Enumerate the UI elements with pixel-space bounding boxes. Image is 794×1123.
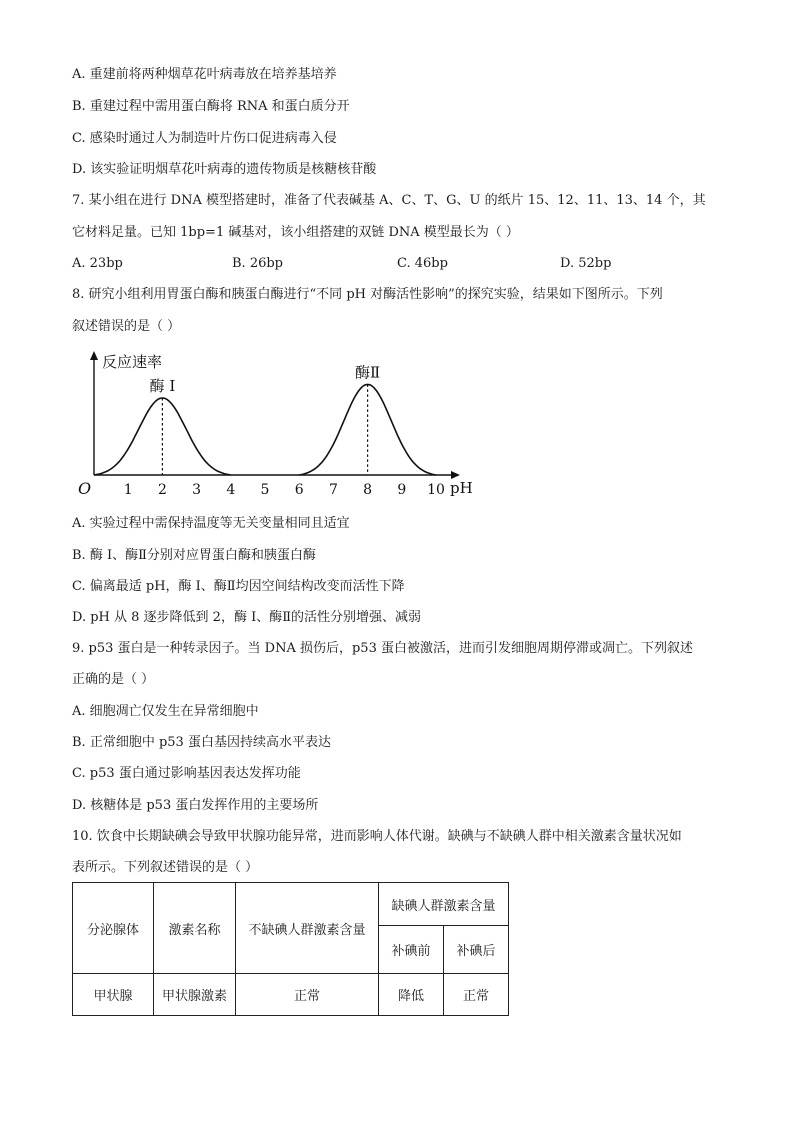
x-tick-label: 4 bbox=[226, 482, 236, 498]
q7-option-b: B. 26bp bbox=[232, 256, 284, 271]
q9-option-d: D. 核糖体是 p53 蛋白发挥作用的主要场所 bbox=[72, 798, 319, 813]
q8-option-b: B. 酶 I、酶Ⅱ分别对应胃蛋白酶和胰蛋白酶 bbox=[72, 548, 316, 563]
q8-stem-line1: 8. 研究小组利用胃蛋白酶和胰蛋白酶进行“不同 pH 对酶活性影响”的探究实验，结果如下图所示。下列 bbox=[72, 287, 663, 302]
x-tick-label: 5 bbox=[260, 482, 270, 498]
q8-option-d: D. pH 从 8 逐步降低到 2，酶 I、酶Ⅱ的活性分别增强、减弱 bbox=[72, 610, 422, 625]
header-before-supplement: 补碘前 bbox=[379, 926, 444, 974]
origin-label: O bbox=[78, 479, 92, 498]
x-tick-label: 2 bbox=[157, 482, 167, 498]
q10-stem-line1: 10. 饮食中长期缺碘会导致甲状腺功能异常，进而影响人体代谢。缺碘与不缺碘人群中相关激素含量状况如 bbox=[72, 829, 682, 844]
x-axis-label: pH bbox=[450, 479, 473, 497]
q7-option-c: C. 46bp bbox=[397, 256, 448, 271]
q9-option-c: C. p53 蛋白通过影响基因表达发挥功能 bbox=[72, 766, 301, 781]
q6-option-a: A. 重建前将两种烟草花叶病毒放在培养基培养 bbox=[72, 67, 337, 82]
header-deficient-group: 缺碘人群激素含量 bbox=[379, 883, 509, 926]
cell-before: 降低 bbox=[379, 974, 444, 1016]
q8-option-c: C. 偏离最适 pH，酶 I、酶Ⅱ均因空间结构改变而活性下降 bbox=[72, 579, 405, 594]
q9-option-a: A. 细胞凋亡仅发生在异常细胞中 bbox=[72, 704, 259, 719]
q6-option-d: D. 该实验证明烟草花叶病毒的遗传物质是核糖核苷酸 bbox=[72, 162, 377, 177]
x-tick-label: 8 bbox=[363, 482, 373, 498]
x-axis-arrow bbox=[451, 471, 460, 479]
q9-option-b: B. 正常细胞中 p53 蛋白基因持续高水平表达 bbox=[72, 735, 331, 750]
q7-stem-line1: 7. 某小组在进行 DNA 模型搭建时，准备了代表碱基 A、C、T、G、U 的纸片 15、12、11、13、14 个，其 bbox=[72, 193, 706, 208]
q8-option-a: A. 实验过程中需保持温度等无关变量相同且适宜 bbox=[72, 516, 350, 531]
y-axis-label: 反应速率 bbox=[102, 353, 163, 371]
q10-stem-line2: 表所示。下列叙述错误的是（ ） bbox=[72, 860, 259, 875]
q7-option-d: D. 52bp bbox=[560, 256, 612, 271]
cell-gland: 甲状腺 bbox=[73, 974, 154, 1016]
q8-stem-line2: 叙述错误的是（ ） bbox=[72, 319, 181, 334]
enzyme-ph-chart bbox=[70, 345, 490, 505]
header-hormone: 激素名称 bbox=[154, 883, 236, 974]
header-after-supplement: 补碘后 bbox=[444, 926, 509, 974]
q9-stem-line1: 9. p53 蛋白是一种转录因子。当 DNA 损伤后，p53 蛋白被激活，进而引发细胞周期停滞或凋亡。下列叙述 bbox=[72, 641, 693, 656]
hormone-table bbox=[72, 882, 509, 1016]
q6-option-c: C. 感染时通过人为制造叶片伤口促进病毒入侵 bbox=[72, 131, 337, 146]
x-tick-label: 1 bbox=[123, 482, 133, 498]
cell-normal: 正常 bbox=[236, 974, 379, 1016]
x-tick-label: 6 bbox=[294, 482, 304, 498]
cell-after: 正常 bbox=[444, 974, 509, 1016]
q6-option-b: B. 重建过程中需用蛋白酶将 RNA 和蛋白质分开 bbox=[72, 99, 350, 114]
cell-hormone: 甲状腺激素 bbox=[154, 974, 236, 1016]
q7-option-a: A. 23bp bbox=[72, 256, 123, 271]
x-tick-label: 7 bbox=[328, 482, 338, 498]
x-tick-label: 3 bbox=[192, 482, 202, 498]
x-tick-label: 10 bbox=[427, 482, 445, 498]
x-tick-label: 9 bbox=[397, 482, 407, 498]
header-gland: 分泌腺体 bbox=[73, 883, 154, 974]
y-axis-arrow bbox=[90, 351, 98, 360]
header-normal-group: 不缺碘人群激素含量 bbox=[236, 883, 379, 974]
series-label-1: 酶 I bbox=[149, 376, 176, 395]
q7-stem-line2: 它材料足量。已知 1bp=1 碱基对，该小组搭建的双链 DNA 模型最长为（ ） bbox=[72, 225, 519, 240]
table-row bbox=[73, 974, 509, 1016]
series-label-2: 酶Ⅱ bbox=[354, 363, 381, 382]
q9-stem-line2: 正确的是（ ） bbox=[72, 672, 155, 687]
